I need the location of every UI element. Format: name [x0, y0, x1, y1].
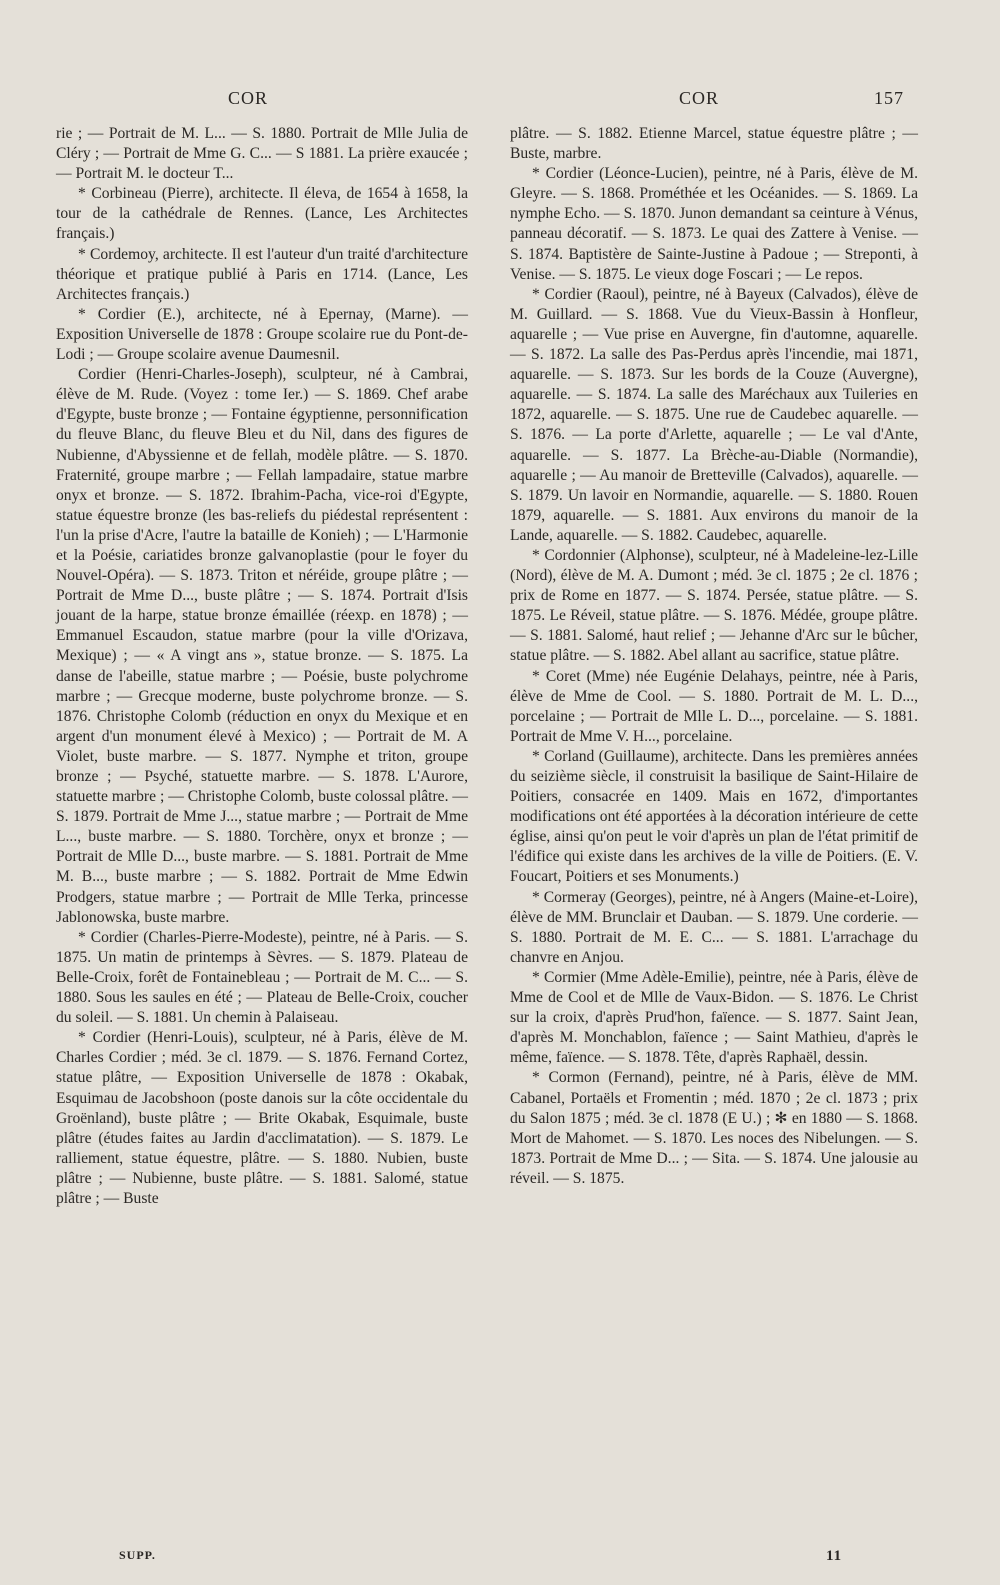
- entry-corland: * Corland (Guillaume), architecte. Dans les premières années du seizième siècle, il construisit la basilique de Saint-Hilaire de Poitiers, consacrée en 1409. Mais en 1672, d'importantes modifications ont été apportées à la décoration intérieure de cette église, ainsi qu'on peut le voir d'après un plan de l'état primitif de l'édifice qui existe dans les archives de la ville de Poitiers. (E. V. Foucart, Poitiers et ses Monuments.): [510, 747, 918, 886]
- signature-mark: SUPP.: [119, 1548, 156, 1562]
- entry-cordier-henri-charles-joseph: Cordier (Henri-Charles-Joseph), sculpteur, né à Cambrai, élève de M. Rude. (Voyez : tome Ier.) — S. 1869. Chef arabe d'Egypte, buste bronze ; — Fontaine égyptienne, personnification du fleuve Blanc, du fleuve Bleu et du Nil, dans des figures de Nubienne, d'Abyssienne et de fellah, modèle plâtre. — S. 1870. Fraternité, groupe marbre ; — Fellah lampadaire, statue marbre onyx et bronze. — S. 1872. Ibrahim-Pacha, vice-roi d'Egypte, statue équestre bronze (les bas-reliefs du piédestal représentent : l'un la prise d'Acre, l'autre la bataille de Konieh) ; — L'Harmonie et la Poésie, cariatides bronze galvanoplastie (pour le foyer du Nouvel-Opéra). — S. 1873. Triton et néréide, groupe plâtre ; — Portrait de Mme D..., buste plâtre ; — S. 1874. Portrait d'Isis jouant de la harpe, statue bronze émaillée (réexp. en 1878) ; — Emmanuel Escaudon, statue marbre (pour la ville d'Orizava, Mexique) ; — « A vingt ans », statue bronze. — S. 1875. La danse de l'abeille, statue marbre ; — Poésie, buste polychrome marbre ; — Grecque moderne, buste polychrome bronze. — S. 1876. Christophe Colomb (réduction en onyx du Mexique et en argent d'un monument élevé à Mexico) ; — Portrait de M. A Violet, buste marbre. — S. 1877. Nymphe et triton, groupe bronze ; — Psyché, statuette marbre. — S. 1878. L'Aurore, statuette marbre ; — Christophe Colomb, buste colossal plâtre. — S. 1879. Portrait de Mme J..., statue marbre ; — Portrait de Mme L..., buste marbre. — S. 1880. Torchère, onyx et bronze ; — Portrait de Mlle D..., buste marbre. — S. 1881. Portrait de Mme M. B..., buste marbre ; — S. 1882. Portrait de Mme Edwin Prodgers, statue marbre ; — Portrait de Mlle Terka, princesse Jablonowska, buste marbre.: [56, 366, 468, 926]
- left-column: [56, 124, 468, 1209]
- entry-text: plâtre. — S. 1882. Etienne Marcel, statue équestre plâtre ; — Buste, marbre.: [510, 125, 918, 163]
- entry-cordemoy: * Cordemoy, architecte. Il est l'auteur d'un traité d'architecture théorique et pratique publié à Paris en 1714. (Lance, Les Architectes français.): [56, 245, 468, 303]
- page-number: 157: [874, 88, 904, 108]
- running-head-right: COR: [679, 88, 720, 108]
- entry-cordier-charles-pierre-modeste: * Cordier (Charles-Pierre-Modeste), peintre, né à Paris. — S. 1875. Un matin de printemps à Sèvres. — S. 1879. Plateau de Belle-Croix, forêt de Fontainebleau ; — Portrait de M. C... — S. 1880. Sous les saules en été ; — Plateau de Belle-Croix, coucher du soleil. — S. 1881. Un chemin à Palaiseau.: [56, 928, 468, 1027]
- entry-cordier-leonce-lucien: * Cordier (Léonce-Lucien), peintre, né à Paris, élève de M. Gleyre. — S. 1868. Prométhée et les Océanides. — S. 1869. La nymphe Echo. — S. 1870. Junon demandant sa ceinture à Vénus, panneau décoratif. — S. 1873. Le quai des Zattere à Venise. — S. 1874. Baptistère de Sainte-Justine à Padoue ; — Streponti, à Venise. — S. 1875. Le vieux doge Foscari ; — Le repos.: [510, 165, 918, 283]
- entry-cordonnier: * Cordonnier (Alphonse), sculpteur, né à Madeleine-lez-Lille (Nord), élève de M. A. Dumont ; méd. 3e cl. 1875 ; 2e cl. 1876 ; prix de Rome en 1877. — S. 1874. Persée, statue plâtre. — S. 1875. Le Réveil, statue plâtre. — S. 1876. Médée, groupe plâtre. — S. 1881. Salomé, haut relief ; — Jehanne d'Arc sur le bûcher, statue plâtre. — S. 1882. Abel allant au sacrifice, statue plâtre.: [510, 546, 918, 665]
- right-column: [510, 124, 918, 1189]
- entry-text: rie ; — Portrait de M. L... — S. 1880. Portrait de Mlle Julia de Cléry ; — Portrait de Mme G. C... — S 1881. La prière exaucée ; — Portrait M. le docteur T...: [56, 125, 468, 183]
- entry-coret: * Coret (Mme) née Eugénie Delahays, peintre, née à Paris, élève de Mme de Cool. — S. 1880. Portrait de M. L. D..., porcelaine ; — Portrait de Mlle L. D..., porcelaine. — S. 1881. Portrait de Mme V. H..., porcelaine.: [510, 667, 918, 745]
- sheet-number: 11: [826, 1548, 843, 1564]
- running-head-left: COR: [228, 88, 269, 108]
- entry-cormier: * Cormier (Mme Adèle-Emilie), peintre, née à Paris, élève de Mme de Cool et de Mlle de Vaux-Bidon. — S. 1876. Le Christ sur la croix, d'après Prud'hon, faïence. — S. 1877. Saint Jean, d'après M. Monchablon, faïence ; — Saint Mathieu, d'après le même, faïence. — S. 1878. Tête, d'après Raphaël, dessin.: [510, 968, 918, 1067]
- entry-corbineau: * Corbineau (Pierre), architecte. Il éleva, de 1654 à 1658, la tour de la cathédrale de Rennes. (Lance, Les Architectes français.): [56, 185, 468, 243]
- entry-cormeray: * Cormeray (Georges), peintre, né à Angers (Maine-et-Loire), élève de MM. Brunclair et Dauban. — S. 1879. Une corderie. — S. 1880. Portrait de M. E. C... — S. 1881. L'arrachage du chanvre en Anjou.: [510, 888, 918, 966]
- entry-cormon: * Cormon (Fernand), peintre, né à Paris, élève de MM. Cabanel, Portaëls et Fromentin ; méd. 1870 ; 2e cl. 1873 ; prix du Salon 1875 ; méd. 3e cl. 1878 (E U.) ; ✻ en 1880 — S. 1868. Mort de Mahomet. — S. 1870. Les noces des Nibelungen. — S. 1873. Portrait de Mme D... ; — Sita. — S. 1874. Une jalousie au réveil. — S. 1875.: [510, 1069, 918, 1187]
- entry-cordier-henri-louis: * Cordier (Henri-Louis), sculpteur, né à Paris, élève de M. Charles Cordier ; méd. 3e cl. 1879. — S. 1876. Fernand Cortez, statue plâtre, — Exposition Universelle de 1878 : Okabak, Esquimau de Jacobshoon (poste danois sur la côte occidentale du Groënland), buste plâtre ; — Brite Okabak, Esquimale, buste plâtre (études faites au Jardin d'acclimatation). — S. 1879. Le ralliement, statue équestre, plâtre. — S. 1880. Nubien, buste plâtre ; — Nubienne, buste plâtre. — S. 1881. Salomé, statue plâtre ; — Buste: [56, 1029, 468, 1207]
- entry-cordier-raoul: * Cordier (Raoul), peintre, né à Bayeux (Calvados), élève de M. Guillard. — S. 1868. Vue du Vieux-Bassin à Honfleur, aquarelle ; — Vue prise en Auvergne, fin d'automne, aquarelle. — S. 1872. La salle des Pas-Perdus après l'incendie, mai 1871, aquarelle. — S. 1873. Sur les bords de la Couze (Auvergne), aquarelle. — S. 1874. La salle des Maréchaux aux Tuileries en 1872, aquarelle. — S. 1875. Une rue de Caudebec aquarelle. — S. 1876. — La porte d'Arlette, aquarelle ; — Le val d'Ante, aquarelle. — S. 1877. La Brèche-au-Diable (Normandie), aquarelle ; — Au manoir de Bretteville (Calvados), aquarelle. — S. 1879. Un lavoir en Normandie, aquarelle. — S. 1880. Rouen 1879, aquarelle. — S. 1881. Aux environs du manoir de la Lande, aquarelle. — S. 1882. Caudebec, aquarelle.: [510, 285, 918, 544]
- entry-cordier-e: * Cordier (E.), architecte, né à Epernay, (Marne). — Exposition Universelle de 1878 : Groupe scolaire rue du Pont-de-Lodi ; — Groupe scolaire avenue Daumesnil.: [56, 305, 468, 364]
